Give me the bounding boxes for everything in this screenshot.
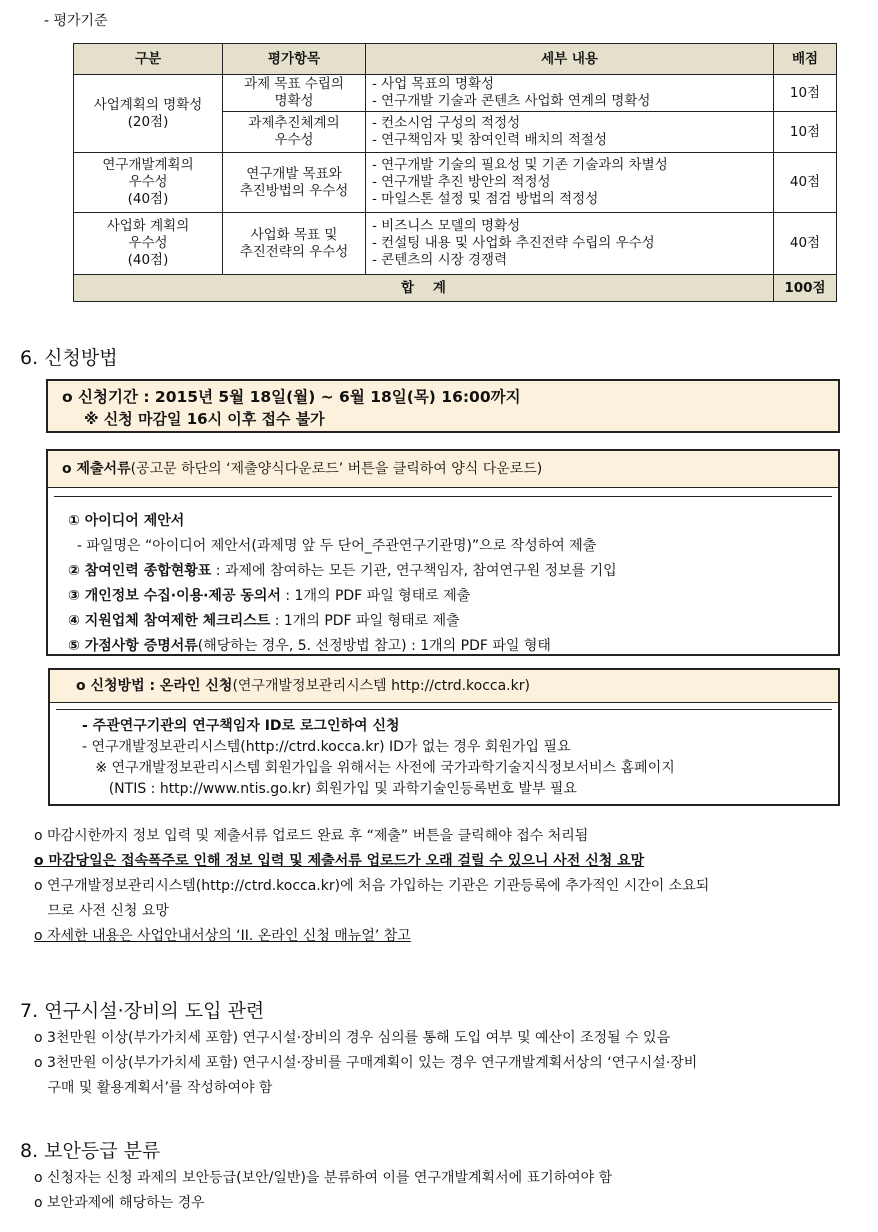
list-item: - 파일명은 “아이디어 제안서(과제명 앞 두 단어_주관연구기관명)”으로 작성하여 제출 — [68, 538, 597, 554]
category-cell: 사업계획의 명확성 (20점) — [74, 75, 223, 153]
table-row — [74, 153, 837, 213]
list-item: o 연구개발정보관리시스템(http://ctrd.kocca.kr)에 처음 가입하는 기관은 기관등록에 추가적인 시간이 소요되 — [34, 878, 710, 894]
score-cell: 40점 — [774, 213, 837, 275]
item-cell: 과제 목표 수립의 명확성 — [223, 75, 366, 112]
list-item: ⑤ 가점사항 증명서류(해당하는 경우, 5. 선정방법 참고) : 1개의 PDF 파일 형태 — [68, 638, 551, 654]
category-cell: 연구개발계획의 우수성 (40점) — [74, 153, 223, 213]
submission-docs-box — [46, 449, 840, 656]
list-item: - 연구개발정보관리시스템(http://ctrd.kocca.kr) ID가 없는 경우 회원가입 필요 — [82, 739, 571, 755]
application-method-list — [56, 709, 832, 800]
application-method-heading: o 신청방법 : 온라인 신청(연구개발정보관리시스템 http://ctrd.kocca.kr) — [50, 670, 838, 703]
list-item: ② 참여인력 종합현황표 : 과제에 참여하는 모든 기관, 연구책임자, 참여연구원 정보를 기입 — [68, 563, 617, 579]
list-item: ③ 개인정보 수집·이용·제공 동의서 : 1개의 PDF 파일 형태로 제출 — [68, 588, 471, 604]
score-cell: 10점 — [774, 112, 837, 153]
evaluation-table — [73, 43, 837, 302]
details-cell: - 연구개발 기술의 필요성 및 기존 기술과의 차별성 - 연구개발 추진 방안의 적정성 - 마일스톤 설정 및 점검 방법의 적정성 — [366, 153, 774, 213]
details-cell: - 사업 목표의 명확성 - 연구개발 기술과 콘텐츠 사업화 연계의 명확성 — [366, 75, 774, 112]
list-item: o 보안과제에 해당하는 경우 — [34, 1195, 205, 1211]
table-total-row — [74, 275, 837, 302]
score-cell: 10점 — [774, 75, 837, 112]
header-score: 배점 — [774, 44, 837, 75]
list-item: ① 아이디어 제안서 — [68, 513, 185, 529]
list-item: o 마감시한까지 정보 입력 및 제출서류 업로드 완료 후 “제출” 버튼을 클릭해야 접수 처리됨 — [34, 828, 589, 844]
score-cell: 40점 — [774, 153, 837, 213]
list-item: o 자세한 내용은 사업안내서상의 ‘II. 온라인 신청 매뉴얼’ 참고 — [34, 928, 411, 944]
total-label: 합 계 — [74, 275, 774, 302]
category-cell: 사업화 계획의 우수성 (40점) — [74, 213, 223, 275]
application-period-box — [46, 379, 840, 433]
list-item: o 신청자는 신청 과제의 보안등급(보안/일반)을 분류하여 이를 연구개발계획서에 표기하여야 함 — [34, 1170, 613, 1186]
section-7-title: 7. 연구시설·장비의 도입 관련 — [20, 1000, 265, 1022]
list-item: - 주관연구기관의 연구책임자 ID로 로그인하여 신청 — [82, 718, 400, 734]
section-8-title: 8. 보안등급 분류 — [20, 1140, 161, 1162]
section-7-body — [34, 1026, 697, 1101]
list-item: o 3천만원 이상(부가가치세 포함) 연구시설·장비를 구매계획이 있는 경우 연구개발계획서상의 ‘연구시설·장비 — [34, 1055, 698, 1071]
section-8-body — [34, 1166, 612, 1216]
item-cell: 과제추진체계의 우수성 — [223, 112, 366, 153]
table-row — [74, 213, 837, 275]
total-score: 100점 — [774, 275, 837, 302]
section-6-title: 6. 신청방법 — [20, 347, 118, 369]
header-category: 구분 — [74, 44, 223, 75]
list-item: 므로 사전 신청 요망 — [34, 903, 169, 919]
list-item: (NTIS : http://www.ntis.go.kr) 회원가입 및 과학기술인등록번호 발부 필요 — [82, 781, 577, 797]
list-item: ④ 지원업체 참여제한 체크리스트 : 1개의 PDF 파일 형태로 제출 — [68, 613, 460, 629]
deadline-note: ※ 신청 마감일 16시 이후 접수 불가 — [84, 410, 325, 428]
item-cell: 사업화 목표 및 추진전략의 우수성 — [223, 213, 366, 275]
list-item: o 3천만원 이상(부가가치세 포함) 연구시설·장비의 경우 심의를 통해 도입 여부 및 예산이 조정될 수 있음 — [34, 1030, 671, 1046]
criteria-label: - 평가기준 — [44, 13, 108, 29]
details-cell: - 비즈니스 모델의 명확성 - 컨설팅 내용 및 사업화 추진전략 수립의 우수성 - 콘텐츠의 시장 경쟁력 — [366, 213, 774, 275]
header-item: 평가항목 — [223, 44, 366, 75]
submission-docs-list — [54, 496, 832, 659]
table-header-row — [74, 44, 837, 75]
list-item: o 마감당일은 접속폭주로 인해 정보 입력 및 제출서류 업로드가 오래 걸릴 수 있으니 사전 신청 요망 — [34, 853, 645, 869]
section-6-notes — [34, 824, 709, 949]
list-item: ※ 연구개발정보관리시스템 회원가입을 위해서는 사전에 국가과학기술지식정보서비스 홈페이지 — [82, 760, 675, 776]
application-period: o 신청기간 : 2015년 5월 18일(월) ~ 6월 18일(목) 16:00까지 — [62, 388, 521, 406]
details-cell: - 컨소시엄 구성의 적정성 - 연구책임자 및 참여인력 배치의 적절성 — [366, 112, 774, 153]
table-row — [74, 75, 837, 112]
item-cell: 연구개발 목표와 추진방법의 우수성 — [223, 153, 366, 213]
list-item: 구매 및 활용계획서’를 작성하여야 함 — [34, 1080, 273, 1096]
application-method-box — [48, 668, 840, 806]
submission-docs-heading: o 제출서류(공고문 하단의 ‘제출양식다운로드’ 버튼을 클릭하여 양식 다운로드) — [48, 451, 838, 488]
header-details: 세부 내용 — [366, 44, 774, 75]
